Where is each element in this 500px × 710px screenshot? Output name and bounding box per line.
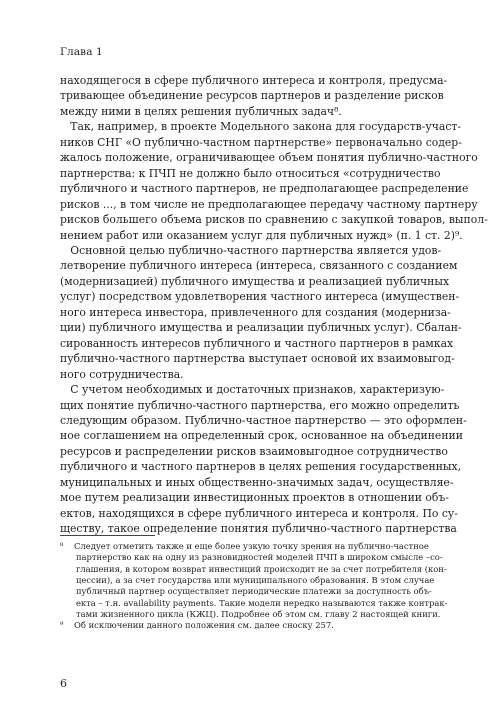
body-line: муниципальных и иных общественно-значимых задач, осуществляе- (60, 475, 454, 489)
body-line: ников СНГ «О публично-частном партнерстве» первоначально содер- (60, 135, 462, 149)
footnote-line: ⁹ Об исключении данного положения см. далее сноску 257. (60, 620, 334, 631)
body-line: щих понятие публично-частного партнерства, его можно определить (60, 398, 460, 412)
body-line: следующим образом. Публично-частное партнерство — это оформлен- (60, 413, 467, 427)
body-line: находящегося в сфере публичного интереса и контроля, предусма- (60, 74, 448, 87)
page-number: 6 (60, 677, 67, 690)
running-head: Глава 1 (60, 46, 103, 58)
body-line: ное соглашением на определенный срок, основанное на объединении (60, 429, 463, 443)
footnote-line: екта – т.н. availability payments. Такие модели нередко называются также контрак- (60, 597, 448, 608)
body-line: публичного и частного партнеров в целях решения государственных, (60, 460, 462, 474)
body-line: ектов, находящихся в сфере публичного интереса и контроля. По су- (60, 506, 458, 520)
footnote-line: публичный партнер осуществляет периодические платежи за доступность объ- (60, 586, 432, 597)
body-line: публично-частного партнерства выступает основой их взаимовыгод- (60, 352, 455, 366)
body-line: ществу, такое определение понятия публично-частного партнерства (60, 522, 457, 536)
footnote-line: партнерство как на одну из разновидностей моделей ПЧП в широком смысле –со- (60, 552, 443, 563)
body-line: жалось положение, ограничивающее объем понятия публично-частного (60, 151, 478, 165)
body-line: между ними в целях решения публичных задач⁸. (60, 104, 342, 118)
body-line: услуг) посредством удовлетворения частного интереса (имуществен- (60, 290, 460, 304)
body-line: ного интереса инвестора, привлеченного для создания (модерниза- (60, 305, 451, 319)
body-line: нением работ или оказанием услуг для публичных нужд» (п. 1 ст. 2)⁹. (60, 228, 463, 242)
footnote-line: тами жизненного цикла (КЖЦ). Подробнее об этом см. главу 2 настоящей книги. (60, 609, 441, 620)
footnote-line: ⁸ Следует отметить также и еще более узкую точку зрения на публично-частное (60, 541, 429, 551)
body-line: мое путем реализации инвестиционных проектов в отношении объ- (60, 491, 449, 505)
body-line: ресурсов и распределении рисков взаимовыгодное сотрудничество (60, 444, 448, 458)
body-line: ного сотрудничества. (60, 367, 184, 381)
footnote-line: цессии), а за счет государства или муниципального образования. В этом случае (60, 575, 435, 586)
body-line: С учетом необходимых и достаточных признаков, характеризую- (60, 383, 445, 397)
body-line: (модернизацией) публичного имущества и реализацией публичных (60, 274, 450, 288)
body-line: тривающее объединение ресурсов партнеров и разделение рисков (60, 89, 444, 103)
body-line: рисков ..., в том числе не предполагающее передачу частному партнеру (60, 197, 478, 211)
body-line: партнерства: к ПЧП не должно было относиться «сотрудничество (60, 166, 441, 180)
body-line: Так, например, в проекте Модельного закона для государств-участ- (60, 120, 461, 134)
body-line: летворение публичного интереса (интереса, связанного с созданием (60, 259, 458, 273)
body-line: рисков большего объема рисков по сравнению с закупкой товаров, выпол- (60, 213, 488, 227)
body-text (60, 73, 488, 537)
body-line: сированность интересов публичного и частного партнеров в рамках (60, 336, 454, 350)
footnote-divider (60, 535, 155, 536)
footnote-line: глашения, в котором возврат инвестиций происходит не за счет потребителя (кон- (60, 563, 447, 574)
body-line: ции) публичного имущества и реализации публичных услуг). Сбалан- (60, 321, 462, 335)
body-line: Основной целью публично-частного партнерства является удов- (60, 243, 442, 257)
footnotes (60, 541, 446, 632)
body-line: публичного и частного партнеров, не предполагающее распределение (60, 182, 469, 196)
